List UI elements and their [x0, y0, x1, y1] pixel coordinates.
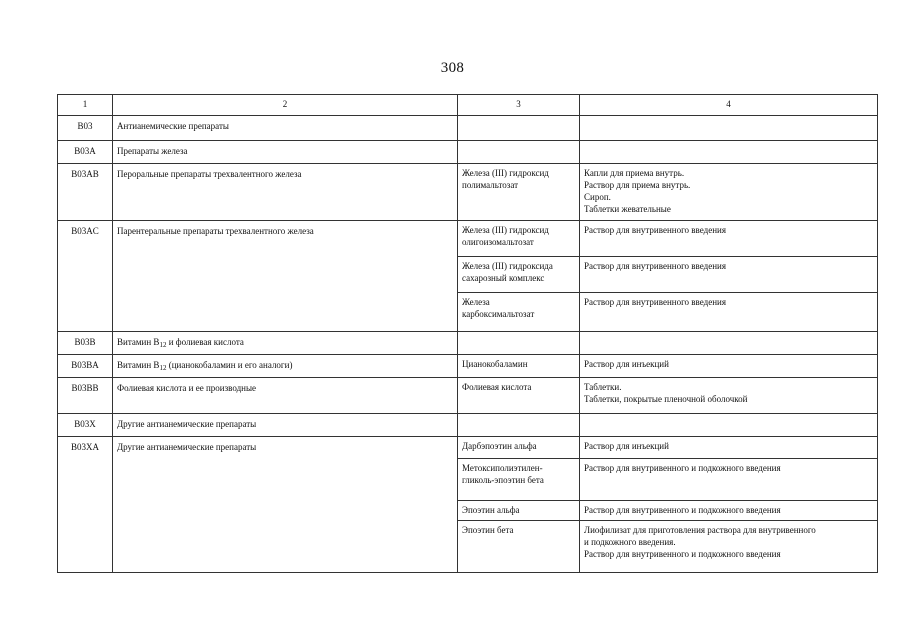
- table-row: [58, 437, 878, 459]
- group-name-cell: Пероральные препараты трехвалентного железа: [113, 164, 458, 221]
- atc-code-cell: B03B: [58, 332, 113, 355]
- table-row: [58, 221, 878, 257]
- substance-cell: Эпоэтин альфа: [458, 501, 580, 521]
- column-header: 1: [58, 95, 113, 116]
- group-name-cell: [113, 332, 458, 355]
- table-row: [58, 141, 878, 164]
- dosage-form-cell: Раствор для внутривенного и подкожного введения: [580, 459, 878, 501]
- dosage-form-cell: Раствор для внутривенного введения: [580, 293, 878, 332]
- group-name-cell: [113, 355, 458, 378]
- subscript-text: 12: [159, 364, 167, 372]
- substance-cell: Дарбэпоэтин альфа: [458, 437, 580, 459]
- table-row: [58, 414, 878, 437]
- dosage-form-cell: [580, 141, 878, 164]
- dosage-form-cell: [580, 414, 878, 437]
- group-name-text: и фолиевая кислота: [166, 337, 244, 347]
- dosage-form-cell: Раствор для внутривенного введения: [580, 257, 878, 293]
- dosage-form-cell: Раствор для внутривенного введения: [580, 221, 878, 257]
- column-header: 4: [580, 95, 878, 116]
- dosage-form-cell: Раствор для инъекций: [580, 355, 878, 378]
- column-header: 3: [458, 95, 580, 116]
- substance-cell: Железа (III) гидроксида сахарозный комплекс: [458, 257, 580, 293]
- table-row: [58, 116, 878, 141]
- dosage-form-cell: [580, 332, 878, 355]
- atc-code-cell: B03AC: [58, 221, 113, 332]
- column-header: 2: [113, 95, 458, 116]
- dosage-form-cell: Раствор для инъекций: [580, 437, 878, 459]
- substance-cell: Фолиевая кислота: [458, 378, 580, 414]
- dosage-form-cell: Раствор для внутривенного и подкожного введения: [580, 501, 878, 521]
- dosage-form-cell: Таблетки. Таблетки, покрытые пленочной оболочкой: [580, 378, 878, 414]
- dosage-form-cell: [580, 116, 878, 141]
- substance-cell: [458, 116, 580, 141]
- substance-cell: [458, 414, 580, 437]
- group-name-cell: Препараты железа: [113, 141, 458, 164]
- substance-cell: Железа (III) гидроксид олигоизомальтозат: [458, 221, 580, 257]
- header-row: [58, 95, 878, 116]
- atc-code-cell: B03: [58, 116, 113, 141]
- substance-cell: Метоксиполиэтилен- гликоль-эпоэтин бета: [458, 459, 580, 501]
- dosage-form-cell: Капли для приема внутрь. Раствор для приема внутрь. Сироп. Таблетки жевательные: [580, 164, 878, 221]
- atc-code-cell: B03X: [58, 414, 113, 437]
- substance-cell: Железа (III) гидроксид полимальтозат: [458, 164, 580, 221]
- atc-code-cell: B03BB: [58, 378, 113, 414]
- group-name-cell: Антианемические препараты: [113, 116, 458, 141]
- substance-cell: [458, 332, 580, 355]
- page-number: 308: [440, 60, 465, 76]
- substance-cell: Эпоэтин бета: [458, 521, 580, 573]
- table-row: [58, 332, 878, 355]
- group-name-text: Витамин В: [117, 360, 160, 370]
- group-name-cell: Парентеральные препараты трехвалентного железа: [113, 221, 458, 332]
- group-name-cell: Фолиевая кислота и ее производные: [113, 378, 458, 414]
- substance-cell: Железа карбоксимальтозат: [458, 293, 580, 332]
- atc-code-cell: B03A: [58, 141, 113, 164]
- group-name-text: (цианокобаламин и его аналоги): [166, 360, 293, 370]
- group-name-cell: Другие антианемические препараты: [113, 414, 458, 437]
- atc-code-cell: B03BA: [58, 355, 113, 378]
- atc-code-cell: B03AB: [58, 164, 113, 221]
- substance-cell: [458, 141, 580, 164]
- table-row: [58, 378, 878, 414]
- table-row: [58, 355, 878, 378]
- atc-code-cell: B03XA: [58, 437, 113, 573]
- drug-table: [57, 94, 878, 573]
- dosage-form-cell: Лиофилизат для приготовления раствора для внутривенного и подкожного введения. Раствор для внутривенного и подкожного введения: [580, 521, 878, 573]
- table-row: [58, 164, 878, 221]
- substance-cell: Цианокобаламин: [458, 355, 580, 378]
- group-name-text: Витамин В: [117, 337, 160, 347]
- subscript-text: 12: [159, 341, 167, 349]
- group-name-cell: Другие антианемические препараты: [113, 437, 458, 573]
